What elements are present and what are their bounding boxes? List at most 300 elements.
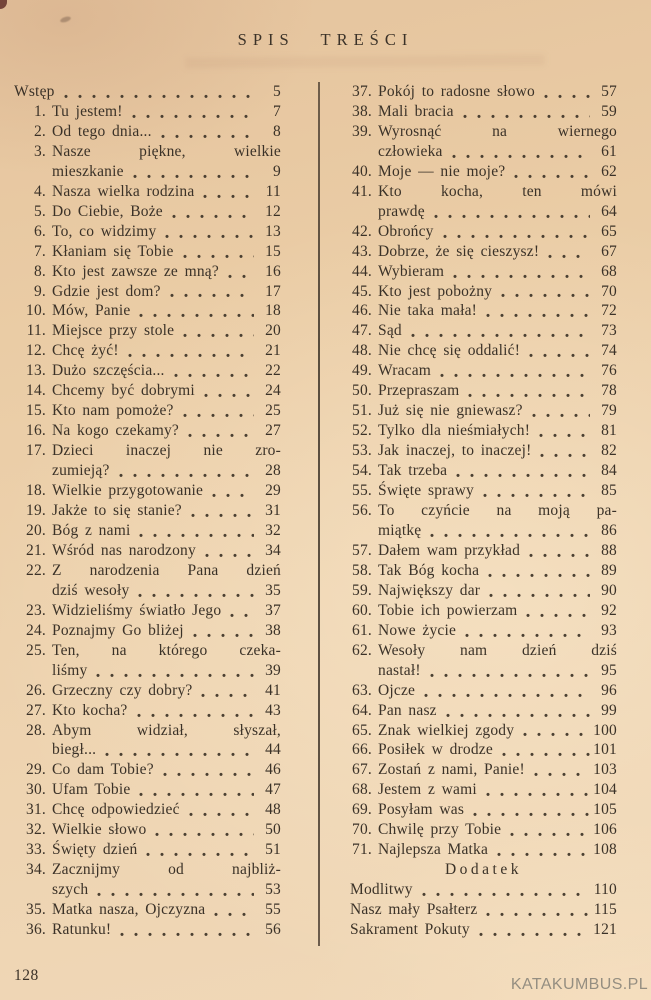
entry-number: 44. (352, 262, 372, 280)
entry-last-line (52, 461, 281, 481)
entry-last-line (52, 840, 281, 860)
dot-leader (510, 832, 590, 837)
entry-title: Kto kocha? (52, 701, 128, 719)
entry-last-line (378, 561, 617, 581)
entry-number: 19. (26, 502, 46, 520)
entry-last-line (378, 481, 617, 501)
entry-page-number: 37 (265, 601, 281, 619)
dot-leader (479, 932, 590, 937)
toc-entry (350, 282, 617, 302)
entry-title: Nasza wielka rodzina (52, 182, 195, 200)
toc-entry (14, 860, 281, 900)
dot-leader (523, 732, 590, 737)
toc-entry (14, 820, 281, 840)
entry-last-line (52, 162, 281, 182)
entry-number: 1. (33, 102, 46, 120)
dot-leader (128, 353, 254, 358)
dot-leader (463, 114, 590, 119)
toc-entry (350, 341, 617, 361)
entry-number: 8. (33, 262, 46, 280)
toc-entry (14, 521, 281, 541)
toc-entry (14, 441, 281, 481)
entry-title: Chcemy być dobrymi (52, 382, 195, 400)
entry-title: Poznajmy Go bliżej (52, 621, 184, 639)
dot-leader (486, 792, 590, 797)
toc-entry (350, 621, 617, 641)
dot-leader (189, 812, 254, 817)
entry-title: miątkę (378, 521, 422, 539)
entry-last-line (52, 361, 281, 381)
toc-entry (14, 242, 281, 262)
toc-entry (14, 721, 281, 761)
entry-page-number: 79 (601, 402, 617, 420)
entry-number: 25. (26, 641, 46, 659)
dot-leader (529, 553, 590, 558)
entry-page-number: 103 (593, 761, 617, 779)
entry-page-number: 34 (265, 541, 281, 559)
entry-last-line (52, 740, 281, 760)
entry-last-line (52, 341, 281, 361)
entry-page-number: 108 (593, 841, 617, 859)
entry-number: 50. (352, 382, 372, 400)
entry-page-number: 78 (601, 382, 617, 400)
entry-last-line (52, 581, 281, 601)
dot-leader (133, 174, 254, 179)
entry-last-line (378, 242, 617, 262)
entry-number: 31. (26, 801, 46, 819)
entry-title: Bóg z nami (52, 521, 131, 539)
entry-title: Kto nam pomoże? (52, 402, 174, 420)
entry-number: 27. (26, 701, 46, 719)
entry-last-line (378, 760, 617, 780)
entry-last-line (350, 880, 617, 900)
toc-right-column (350, 82, 617, 940)
toc-entry (350, 162, 617, 182)
entry-page-number: 24 (265, 382, 281, 400)
entry-number: 10. (26, 302, 46, 320)
entry-page-number: 74 (601, 342, 617, 360)
entry-page-number: 62 (601, 162, 617, 180)
entry-title: Nasz mały Psałterz (350, 901, 478, 919)
entry-title: Wstęp (14, 83, 55, 100)
entry-title-line: To czyńcie na moją pa- (378, 502, 617, 520)
toc-entry (350, 581, 617, 601)
entry-title-line: Wesoły nam dzień dziś (378, 641, 617, 659)
dot-leader (183, 413, 254, 418)
entry-number: 34. (26, 861, 46, 879)
toc-entry (350, 242, 617, 262)
toc-entry (350, 820, 617, 840)
entry-title: Od tego dnia... (52, 122, 152, 140)
entry-number: 39. (352, 122, 372, 140)
entry-page-number: 70 (601, 282, 617, 300)
entry-title: Mów, Panie (52, 302, 131, 320)
entry-title: szych (52, 881, 89, 899)
entry-page-number: 59 (601, 102, 617, 120)
entry-last-line (52, 780, 281, 800)
toc-entry (350, 880, 617, 900)
entry-page-number: 20 (265, 322, 281, 340)
dot-leader (139, 792, 254, 797)
toc-entry (14, 182, 281, 202)
entry-last-line (378, 541, 617, 561)
toc-entry (14, 701, 281, 721)
entry-title-line: Zacznijmy od najbliż- (52, 861, 281, 879)
entry-number: 30. (26, 781, 46, 799)
entry-number: 61. (352, 621, 372, 639)
dot-leader (183, 254, 254, 259)
entry-page-number: 11 (265, 182, 281, 200)
toc-entry (14, 82, 281, 102)
entry-page-number: 101 (593, 741, 617, 759)
toc-entry (350, 262, 617, 282)
dot-leader (120, 932, 254, 937)
dot-leader (203, 194, 254, 199)
entry-title: Nie chcę się oddalić! (378, 342, 521, 360)
dot-leader (529, 353, 590, 358)
entry-title: Obrońcy (378, 222, 434, 240)
entry-last-line (52, 301, 281, 321)
entry-number: 66. (352, 741, 372, 759)
entry-title: Jak inaczej, to inaczej! (378, 442, 532, 460)
entry-last-line (378, 301, 617, 321)
toc-entry (14, 900, 281, 920)
toc-entry (14, 681, 281, 701)
entry-title: Przepraszam (378, 382, 460, 400)
entry-last-line (378, 581, 617, 601)
entry-page-number: 22 (265, 362, 281, 380)
entry-number: 62. (352, 641, 372, 659)
entry-page-number: 12 (265, 202, 281, 220)
entry-last-line (378, 621, 617, 641)
toc-entry (350, 800, 617, 820)
entry-title: Kto jest zawsze ze mną? (52, 262, 219, 280)
entry-number: 45. (352, 282, 372, 300)
entry-title: Chwilę przy Tobie (378, 821, 502, 839)
appendix-entries (350, 880, 617, 940)
entry-page-number: 95 (601, 661, 617, 679)
entry-last-line (52, 760, 281, 780)
entry-number: 69. (352, 801, 372, 819)
entry-last-line (52, 621, 281, 641)
toc-entry (14, 361, 281, 381)
dot-leader (214, 912, 254, 917)
toc-entry (14, 381, 281, 401)
toc-entry (14, 202, 281, 222)
entry-title: Święte sprawy (378, 482, 474, 500)
entry-title: Tobie ich powierzam (378, 601, 518, 619)
entry-last-line (378, 441, 617, 461)
entry-title: Jestem z wami (378, 781, 477, 799)
entry-page-number: 104 (593, 781, 617, 799)
toc-entry (14, 780, 281, 800)
dot-leader (456, 473, 590, 478)
dot-leader (139, 533, 254, 538)
entry-page-number: 9 (273, 162, 281, 180)
entry-number: 46. (352, 302, 372, 320)
entry-last-line (350, 920, 617, 940)
dot-leader (465, 633, 590, 638)
entry-number: 53. (352, 442, 372, 460)
entry-title: Chcę żyć! (52, 342, 119, 360)
entry-title: Pan nasz (378, 701, 437, 719)
toc-entry (14, 142, 281, 182)
entry-number: 13. (26, 362, 46, 380)
dot-leader (443, 234, 590, 239)
entry-number: 42. (352, 222, 372, 240)
dot-leader (424, 693, 590, 698)
entry-title: Dałem wam przykład (378, 541, 521, 559)
toc-entry (14, 301, 281, 321)
entry-title: Dobrze, że się cieszysz! (378, 242, 540, 260)
entry-title: człowieka (378, 142, 443, 160)
entry-title: biegł... (52, 741, 97, 759)
entry-last-line (52, 122, 281, 142)
entry-number: 64. (352, 701, 372, 719)
dot-leader (483, 493, 590, 498)
entry-last-line (52, 102, 281, 122)
dot-leader (489, 593, 590, 598)
entry-number: 70. (352, 821, 372, 839)
entry-last-line (52, 262, 281, 282)
entry-number: 29. (26, 761, 46, 779)
entry-page-number: 61 (601, 142, 617, 160)
entry-page-number: 92 (601, 601, 617, 619)
entry-page-number: 57 (601, 83, 617, 100)
entry-title: Ojcze (378, 681, 416, 699)
dot-leader (155, 832, 254, 837)
entry-title: Chcę odpowiedzieć (52, 801, 180, 819)
dot-leader (540, 453, 590, 458)
dot-leader (514, 174, 590, 179)
entry-number: 23. (26, 601, 46, 619)
entry-last-line (52, 381, 281, 401)
entry-page-number: 88 (601, 541, 617, 559)
entry-number: 5. (33, 202, 46, 220)
entry-title: Nie taka mała! (378, 302, 478, 320)
scan-artifact-smudge (59, 15, 71, 23)
toc-entry (350, 222, 617, 242)
entry-last-line (52, 182, 281, 202)
entry-last-line (52, 820, 281, 840)
entry-last-line (378, 461, 617, 481)
entry-page-number: 7 (273, 102, 281, 120)
dot-leader (488, 573, 590, 578)
entry-title: Na kogo czekamy? (52, 422, 179, 440)
dot-leader (105, 752, 254, 757)
dot-leader (468, 393, 590, 398)
dot-leader (138, 593, 254, 598)
entry-last-line (378, 202, 617, 222)
entry-last-line (378, 142, 617, 162)
entry-last-line (52, 222, 281, 242)
entry-last-line (378, 800, 617, 820)
toc-entry (14, 341, 281, 361)
toc-entry (350, 461, 617, 481)
entry-page-number: 35 (265, 581, 281, 599)
entry-page-number: 76 (601, 362, 617, 380)
dot-leader (146, 852, 254, 857)
entry-title: Gdzie jest dom? (52, 282, 161, 300)
entry-title: Do Ciebie, Boże (52, 202, 163, 220)
entry-number: 38. (352, 102, 372, 120)
entry-title: Wybieram (378, 262, 445, 280)
entry-number: 12. (26, 342, 46, 360)
dot-leader (446, 713, 590, 718)
dot-leader (119, 473, 254, 478)
entry-last-line (378, 740, 617, 760)
entry-number: 43. (352, 242, 372, 260)
entry-title: Co dam Tobie? (52, 761, 154, 779)
dot-leader (132, 114, 254, 119)
entry-number: 60. (352, 601, 372, 619)
entry-number: 59. (352, 581, 372, 599)
toc-entry (350, 102, 617, 122)
entry-page-number: 39 (265, 661, 281, 679)
entry-last-line (52, 681, 281, 701)
entry-page-number: 28 (265, 462, 281, 480)
entry-last-line (52, 800, 281, 820)
toc-entry (350, 481, 617, 501)
entry-page-number: 81 (601, 422, 617, 440)
entry-title: Już się nie gniewasz? (378, 402, 523, 420)
column-divider-rule (318, 82, 320, 946)
entry-last-line (378, 282, 617, 302)
scan-artifact-ghost-text (185, 54, 545, 68)
entry-number: 58. (352, 561, 372, 579)
entry-page-number: 31 (265, 502, 281, 520)
entry-last-line (52, 920, 281, 940)
toc-entry (350, 920, 617, 940)
entry-page-number: 46 (265, 761, 281, 779)
entry-title: Jakże to się stanie? (52, 502, 182, 520)
toc-entry (350, 361, 617, 381)
entry-last-line (378, 701, 617, 721)
entry-page-number: 41 (265, 681, 281, 699)
entry-number: 40. (352, 162, 372, 180)
entry-number: 54. (352, 462, 372, 480)
entry-title-line: Abym widział, słyszał, (52, 721, 281, 739)
entry-page-number: 53 (265, 881, 281, 899)
entry-title: Kłaniam się Tobie (52, 242, 174, 260)
toc-entry (350, 82, 617, 102)
entry-number: 20. (26, 521, 46, 539)
dot-leader (174, 373, 254, 378)
entry-page-number: 99 (601, 701, 617, 719)
entry-title: Sąd (378, 322, 402, 340)
entry-number: 22. (26, 561, 46, 579)
entry-page-number: 13 (265, 222, 281, 240)
entry-last-line (378, 321, 617, 341)
entry-last-line (378, 381, 617, 401)
entry-title: nastał! (378, 661, 421, 679)
toc-entry (350, 681, 617, 701)
dot-leader (165, 234, 254, 239)
entry-title-line: Kto kocha, ten mówi (378, 182, 617, 200)
dot-leader (453, 274, 590, 279)
entry-page-number: 48 (265, 801, 281, 819)
entry-title: Kto jest pobożny (378, 282, 493, 300)
toc-entry (350, 401, 617, 421)
entry-page-number: 89 (601, 561, 617, 579)
entry-number: 35. (26, 901, 46, 919)
entry-page-number: 106 (593, 821, 617, 839)
toc-entry (14, 481, 281, 501)
entry-page-number: 51 (265, 841, 281, 859)
entry-number: 4. (33, 182, 46, 200)
entry-title: Grzeczny czy dobry? (52, 681, 193, 699)
dot-leader (205, 553, 254, 558)
entry-number: 48. (352, 342, 372, 360)
entry-page-number: 43 (265, 701, 281, 719)
entry-page-number: 29 (265, 482, 281, 500)
dot-leader (64, 94, 254, 99)
toc-entry (350, 301, 617, 321)
toc-entry (14, 262, 281, 282)
entry-number: 68. (352, 781, 372, 799)
toc-entry (14, 541, 281, 561)
dot-leader (497, 852, 590, 857)
dot-leader (544, 94, 590, 99)
entry-title: Zostań z nami, Panie! (378, 761, 525, 779)
entry-title: Ratunku! (52, 921, 112, 939)
entry-page-number: 44 (265, 741, 281, 759)
entry-number: 7. (33, 242, 46, 260)
entry-page-number: 90 (601, 581, 617, 599)
entry-title: Znak wielkiej zgody (378, 721, 515, 739)
entry-last-line (52, 661, 281, 681)
toc-entry (350, 182, 617, 222)
dot-leader (97, 892, 254, 897)
entry-last-line (52, 421, 281, 441)
entry-number: 11. (26, 322, 46, 340)
toc-entry (14, 102, 281, 122)
entry-page-number: 27 (265, 422, 281, 440)
entry-number: 57. (352, 541, 372, 559)
entry-last-line (378, 162, 617, 182)
entry-last-line (52, 880, 281, 900)
entry-page-number: 32 (265, 521, 281, 539)
dot-leader (188, 433, 254, 438)
toc-entry (14, 621, 281, 641)
entry-page-number: 5 (273, 83, 281, 100)
toc-entry (350, 641, 617, 681)
dot-leader (96, 673, 254, 678)
entry-last-line (378, 401, 617, 421)
entry-title: Tak trzeba (378, 462, 448, 480)
entry-title: dziś wesoły (52, 581, 130, 599)
entry-page-number: 68 (601, 262, 617, 280)
dot-leader (170, 293, 254, 298)
dot-leader (526, 613, 590, 618)
entry-title-line: Dzieci inaczej nie zro- (52, 442, 281, 460)
entry-last-line (52, 501, 281, 521)
entry-last-line (52, 481, 281, 501)
entry-page-number: 55 (265, 901, 281, 919)
dot-leader (422, 892, 590, 897)
entry-number: 32. (26, 821, 46, 839)
entry-title: Tak Bóg kocha (378, 561, 480, 579)
entry-last-line (14, 82, 281, 102)
dot-leader (430, 533, 590, 538)
entry-last-line (52, 321, 281, 341)
entry-number: 47. (352, 322, 372, 340)
dot-leader (452, 154, 590, 159)
dot-leader (486, 313, 590, 318)
entry-title: Mali bracia (378, 102, 454, 120)
entry-title: Wielkie słowo (52, 821, 147, 839)
entry-last-line (378, 102, 617, 122)
